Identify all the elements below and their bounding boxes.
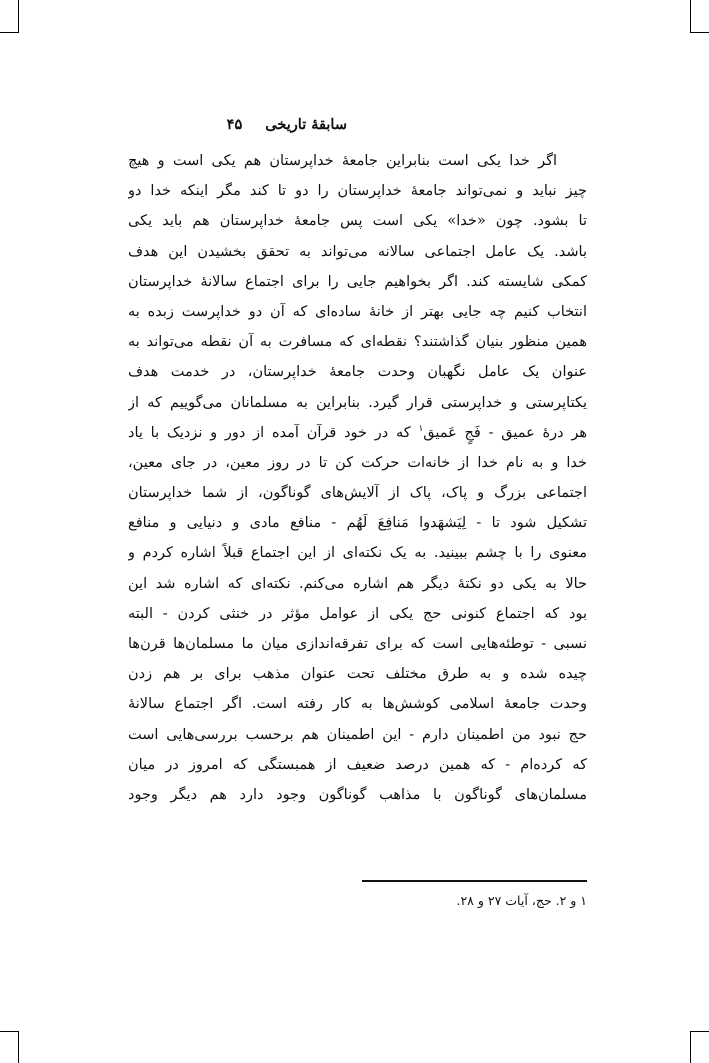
text-line: کمکی شایسته کند. اگر بخواهیم جایی را برای اجتماع سالانهٔ خداپرستان: [128, 273, 587, 290]
text-line-part: هر درهٔ عمیق - فَجٍ عَمیق: [423, 424, 587, 441]
crop-mark-bottom-left-horizontal: [0, 1031, 19, 1032]
text-line: اجتماعی بزرگ و پاک، پاک از آلایش‌های گوناگون، از شما خداپرستان: [128, 485, 587, 502]
crop-mark-top-right-vertical: [690, 0, 691, 32]
text-line: تشکیل شود تا - لِیَشهَدوا مَنافِعَ لَهُم - منافع مادی و دنیایی و منافع: [128, 515, 587, 532]
text-line: یکتاپرستی و خداپرستی قرار گیرد. بنابراین به مسلمانان می‌گوییم که از: [128, 394, 587, 411]
text-line-part: که در خود قرآن آمده از دور و نزدیک با یاد: [128, 424, 411, 441]
crop-mark-top-right-horizontal: [690, 32, 709, 33]
text-line: حالا به یکی دو نکتهٔ دیگر هم اشاره می‌کنم. نکته‌ای که اشاره شد این: [128, 575, 587, 592]
text-line: چیده شده و به طرق مختلف تحت عنوان مذهب برای بر هم زدن: [128, 666, 587, 683]
crop-mark-bottom-right-vertical: [690, 1031, 691, 1063]
crop-mark-top-left-vertical: [18, 0, 19, 32]
text-line: بود که اجتماع کنونی حج یکی از عوامل مؤثر در خنثی کردن - البته: [128, 605, 587, 622]
text-line: باشد. یک عامل اجتماعی سالانه می‌تواند به تحقق بخشیدن این هدف: [128, 243, 587, 260]
text-line: خدا و به نام خدا از خانه‌ات حرکت کن تا در روز معین، در جای معین،: [128, 454, 587, 471]
crop-mark-top-left-horizontal: [0, 32, 19, 33]
text-line: که کرده‌ام - که همین درصد ضعیف از همبستگی که امروز در میان: [128, 756, 587, 773]
footnote-separator: [362, 880, 587, 882]
text-line: همین منظور بنیان گذاشتند؟ نقطه‌ای که مسافرت به آن نقطه می‌تواند به: [128, 334, 587, 351]
text-line: معنوی را با چشم ببینید. به یک نکته‌ای از این اجتماع قبلاً اشاره کردم و: [128, 545, 587, 562]
footnote: ۱ و ۲. حج، آیات ۲۷ و ۲۸.: [456, 893, 587, 908]
running-head: [227, 116, 347, 133]
text-line: حج نبود من اطمینان دارم - این اطمینان هم برحسب بررسی‌هایی است: [128, 726, 587, 743]
page-number: ۴۵: [226, 116, 243, 133]
text-line: نسبی - توطئه‌هایی است که برای تفرقه‌اندازی میان ما مسلمان‌ها قرن‌ها: [128, 636, 587, 652]
body-text: [128, 146, 587, 810]
text-line: عنوان یک عامل نگهبان وحدت جامعهٔ خداپرستان، در خدمت هدف: [128, 364, 587, 381]
crop-mark-bottom-right-horizontal: [690, 1031, 709, 1032]
crop-mark-bottom-left-vertical: [18, 1031, 19, 1063]
text-line-with-footnote: [128, 418, 587, 448]
text-line: مسلمان‌های گوناگون با مذاهب گوناگون وجود دارد هم دیگر وجود: [128, 786, 587, 803]
text-line: اگر خدا یکی است بنابراین جامعهٔ خداپرستان هم یکی است و هیچ: [128, 153, 557, 169]
text-line: تا بشود. چون «خدا» یکی است پس جامعهٔ خداپرستان هم باید یکی: [128, 213, 587, 230]
text-line: انتخاب کنیم چه جایی بهتر از خانهٔ ساده‌ای که آن دو خداپرست زبده به: [128, 303, 587, 320]
footnote-reference: ۱: [418, 423, 424, 434]
running-head-title: سابقهٔ تاریخی: [265, 116, 347, 133]
text-line: چیز نباید و نمی‌تواند جامعهٔ خداپرستان را دو تا کند مگر اینکه خدا دو: [128, 183, 587, 200]
text-line: وحدت جامعهٔ اسلامی کوشش‌ها به کار رفته است. اگر اجتماع سالانهٔ: [128, 696, 587, 713]
